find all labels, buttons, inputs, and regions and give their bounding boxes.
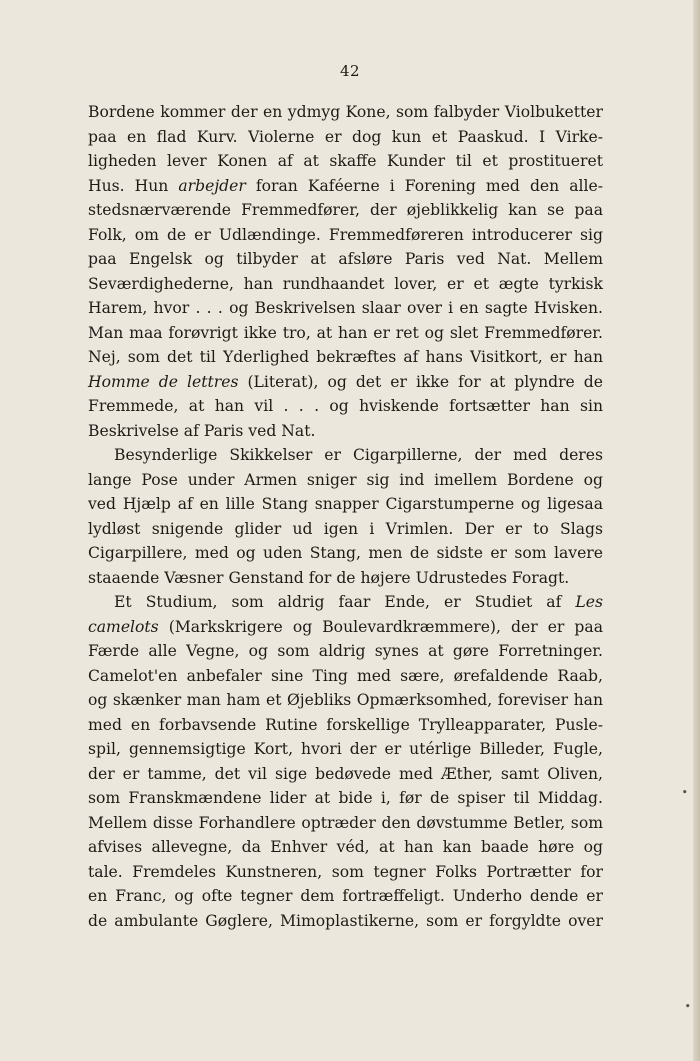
- text-line: Cigarpillere, med og uden Stang, men de sidste er som lavere: [88, 544, 603, 562]
- text-line: Nej, som det til Yderlighed bekræftes af hans Visitkort, er han: [88, 348, 603, 366]
- text-line: Mellem disse Forhandlere optræder den døvstumme Betler, som: [88, 813, 603, 832]
- text-line: ligheden lever Konen af at skaffe Kunder til et prostitueret: [88, 152, 603, 170]
- text-line: de ambulante Gøglere, Mimoplastikerne, som er forgyldte over: [88, 911, 603, 930]
- text-line: Besynderlige Skikkelser er Cigarpillerne, der med deres: [114, 446, 603, 464]
- margin-mark: •: [681, 786, 688, 799]
- text-line: paa Engelsk og tilbyder at afsløre Paris ved Nat. Mellem: [88, 250, 603, 268]
- text-line: staaende Væsner Genstand for de højere Udrustedes Foragt.: [88, 568, 570, 587]
- text-line: som Franskmændene lider at bide i, før de spiser til Middag.: [88, 789, 603, 807]
- text-line: med en forbavsende Rutine forskellige Trylleapparater, Pusle-: [88, 715, 603, 734]
- text-line: camelots (Markskrigere og Boulevardkræmmere), der er paa: [88, 617, 603, 636]
- text-line: der er tamme, det vil sige bedøvede med Æther, samt Oliven,: [88, 764, 603, 783]
- page-number: 42: [339, 62, 361, 80]
- text-line: og skænker man ham et Øjebliks Opmærksomhed, foreviser han: [88, 691, 603, 709]
- text-line: Folk, om de er Udlændinge. Fremmedføreren introducerer sig: [88, 225, 603, 244]
- text-line: stedsnærværende Fremmedfører, der øjeblikkelig kan se paa: [88, 201, 603, 219]
- text-line: Man maa forøvrigt ikke tro, at han er ret og slet Fremmedfører.: [88, 323, 603, 342]
- body-text: [88, 100, 603, 933]
- text-line: en Franc, og ofte tegner dem fortræffeligt. Underho dende er: [88, 887, 603, 905]
- text-line: Beskrivelse af Paris ved Nat.: [88, 421, 316, 440]
- text-line: Seværdighederne, han rundhaandet lover, er et ægte tyrkisk: [88, 274, 603, 293]
- text-line: paa en flad Kurv. Violerne er dog kun et Paaskud. I Virke-: [88, 127, 603, 146]
- text-line: Harem, hvor . . . og Beskrivelsen slaar over i en sagte Hvisken.: [88, 299, 603, 317]
- page-edge: [693, 0, 700, 1061]
- text-line: Fremmede, at han vil . . . og hviskende fortsætter han sin: [88, 397, 603, 415]
- text-line: lydløst snigende glider ud igen i Vrimlen. Der er to Slags: [88, 519, 603, 538]
- text-line: Bordene kommer der en ydmyg Kone, som falbyder Violbuketter: [88, 103, 603, 121]
- text-line: Et Studium, som aldrig faar Ende, er Studiet af Les: [114, 593, 603, 611]
- margin-mark: •: [684, 1000, 691, 1013]
- text-line: spil, gennemsigtige Kort, hvori der er utérlige Billeder, Fugle,: [88, 740, 603, 758]
- text-line: ved Hjælp af en lille Stang snapper Cigarstumperne og ligesaa: [88, 495, 603, 513]
- text-line: Færde alle Vegne, og som aldrig synes at gøre Forretninger.: [88, 642, 603, 660]
- text-line: afvises allevegne, da Enhver véd, at han kan baade høre og: [88, 838, 603, 856]
- text-line: tale. Fremdeles Kunstneren, som tegner Folks Portrætter for: [88, 862, 603, 881]
- text-line: lange Pose under Armen sniger sig ind imellem Bordene og: [88, 470, 603, 489]
- text-line: Camelot'en anbefaler sine Ting med sære, ørefaldende Raab,: [88, 666, 603, 685]
- text-line: Hus. Hun arbejder foran Kaféerne i Forening med den alle-: [88, 176, 604, 195]
- text-line: Homme de lettres (Literat), og det er ikke for at plyndre de: [88, 372, 603, 391]
